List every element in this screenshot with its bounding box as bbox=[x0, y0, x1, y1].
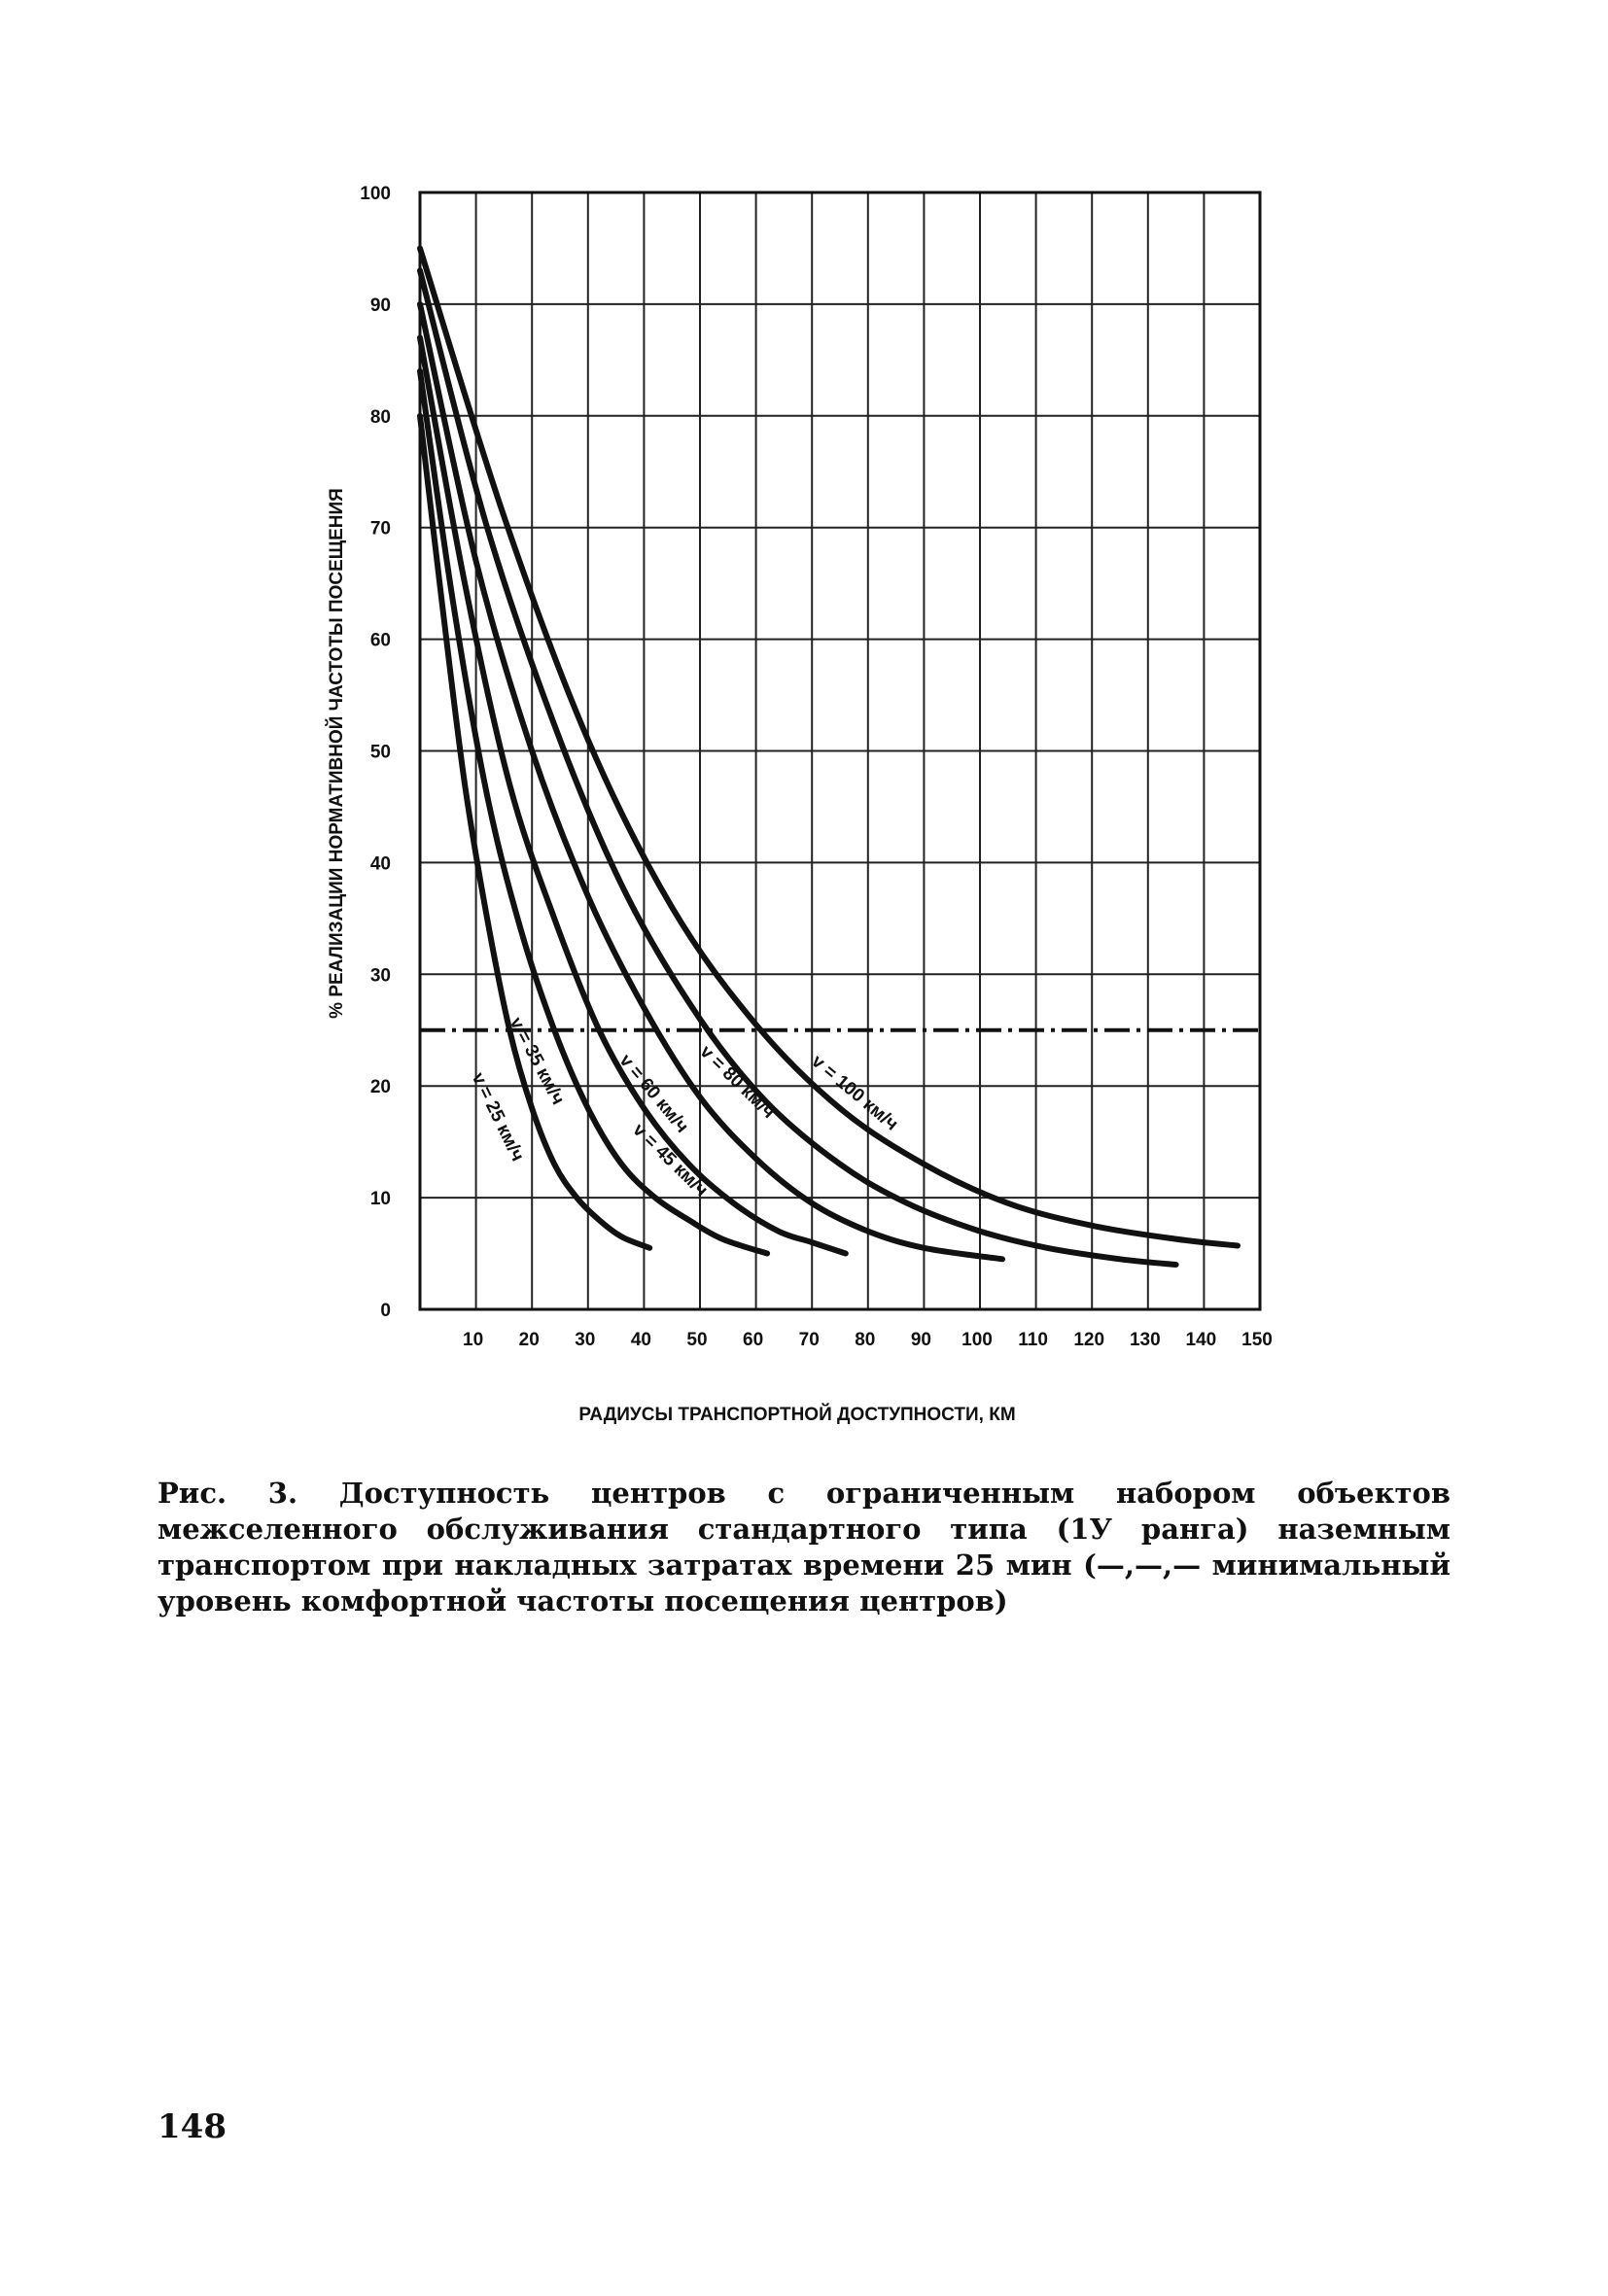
x-tick-labels bbox=[463, 1330, 1273, 1350]
series-label: v = 45 км/ч bbox=[628, 1119, 712, 1201]
page-number: 148 bbox=[157, 2107, 227, 2146]
y-tick-label: 70 bbox=[369, 518, 391, 539]
x-axis-title: РАДИУСЫ ТРАНСПОРТНОЙ ДОСТУПНОСТИ, КМ bbox=[578, 1405, 1016, 1425]
x-tick-label: 30 bbox=[575, 1330, 596, 1350]
x-tick-label: 10 bbox=[463, 1330, 484, 1350]
y-tick-label: 0 bbox=[380, 1301, 391, 1321]
x-tick-label: 40 bbox=[630, 1330, 651, 1350]
y-tick-label: 20 bbox=[369, 1077, 391, 1098]
x-tick-label: 110 bbox=[1018, 1330, 1048, 1350]
figure-caption: Рис. 3. Доступность центров с ограниченным набором объектов межселенного обслуживания стандартного типа (1У ранга) наземным транспортом при накладных затратах времени 25 мин (—,—,— минимальный уровень комфортной частоты посещения центров) bbox=[157, 1477, 1451, 1618]
y-tick-label: 60 bbox=[369, 630, 391, 651]
x-tick-label: 80 bbox=[855, 1330, 876, 1350]
y-axis-title: % РЕАЛИЗАЦИИ НОРМАТИВНОЙ ЧАСТОТЫ ПОСЕЩЕНИЯ bbox=[327, 488, 347, 1019]
y-tick-label: 100 bbox=[360, 184, 391, 204]
series-label: v = 25 км/ч bbox=[467, 1069, 528, 1165]
y-tick-labels bbox=[360, 184, 391, 1321]
y-tick-label: 90 bbox=[369, 295, 391, 316]
series-label: v = 60 км/ч bbox=[614, 1050, 693, 1137]
y-tick-label: 50 bbox=[369, 742, 391, 763]
x-tick-label: 140 bbox=[1185, 1330, 1217, 1350]
x-tick-label: 20 bbox=[518, 1330, 540, 1350]
y-tick-label: 80 bbox=[369, 406, 391, 428]
series-line bbox=[420, 249, 1238, 1246]
series-line bbox=[420, 371, 767, 1254]
y-tick-label: 30 bbox=[369, 965, 391, 987]
x-tick-label: 50 bbox=[686, 1330, 708, 1350]
x-tick-label: 70 bbox=[798, 1330, 820, 1350]
y-tick-label: 10 bbox=[369, 1189, 391, 1210]
x-tick-label: 150 bbox=[1241, 1330, 1273, 1350]
series-label: v = 100 км/ч bbox=[807, 1051, 902, 1135]
x-tick-label: 90 bbox=[910, 1330, 931, 1350]
x-tick-label: 60 bbox=[743, 1330, 764, 1350]
x-tick-label: 120 bbox=[1073, 1330, 1105, 1350]
curves bbox=[420, 249, 1238, 1266]
series-label: v = 35 км/ч bbox=[505, 1014, 569, 1109]
x-tick-label: 100 bbox=[961, 1330, 993, 1350]
x-tick-label: 130 bbox=[1129, 1330, 1161, 1350]
series-label: v = 80 км/ч bbox=[695, 1041, 780, 1124]
y-tick-label: 40 bbox=[369, 853, 391, 875]
